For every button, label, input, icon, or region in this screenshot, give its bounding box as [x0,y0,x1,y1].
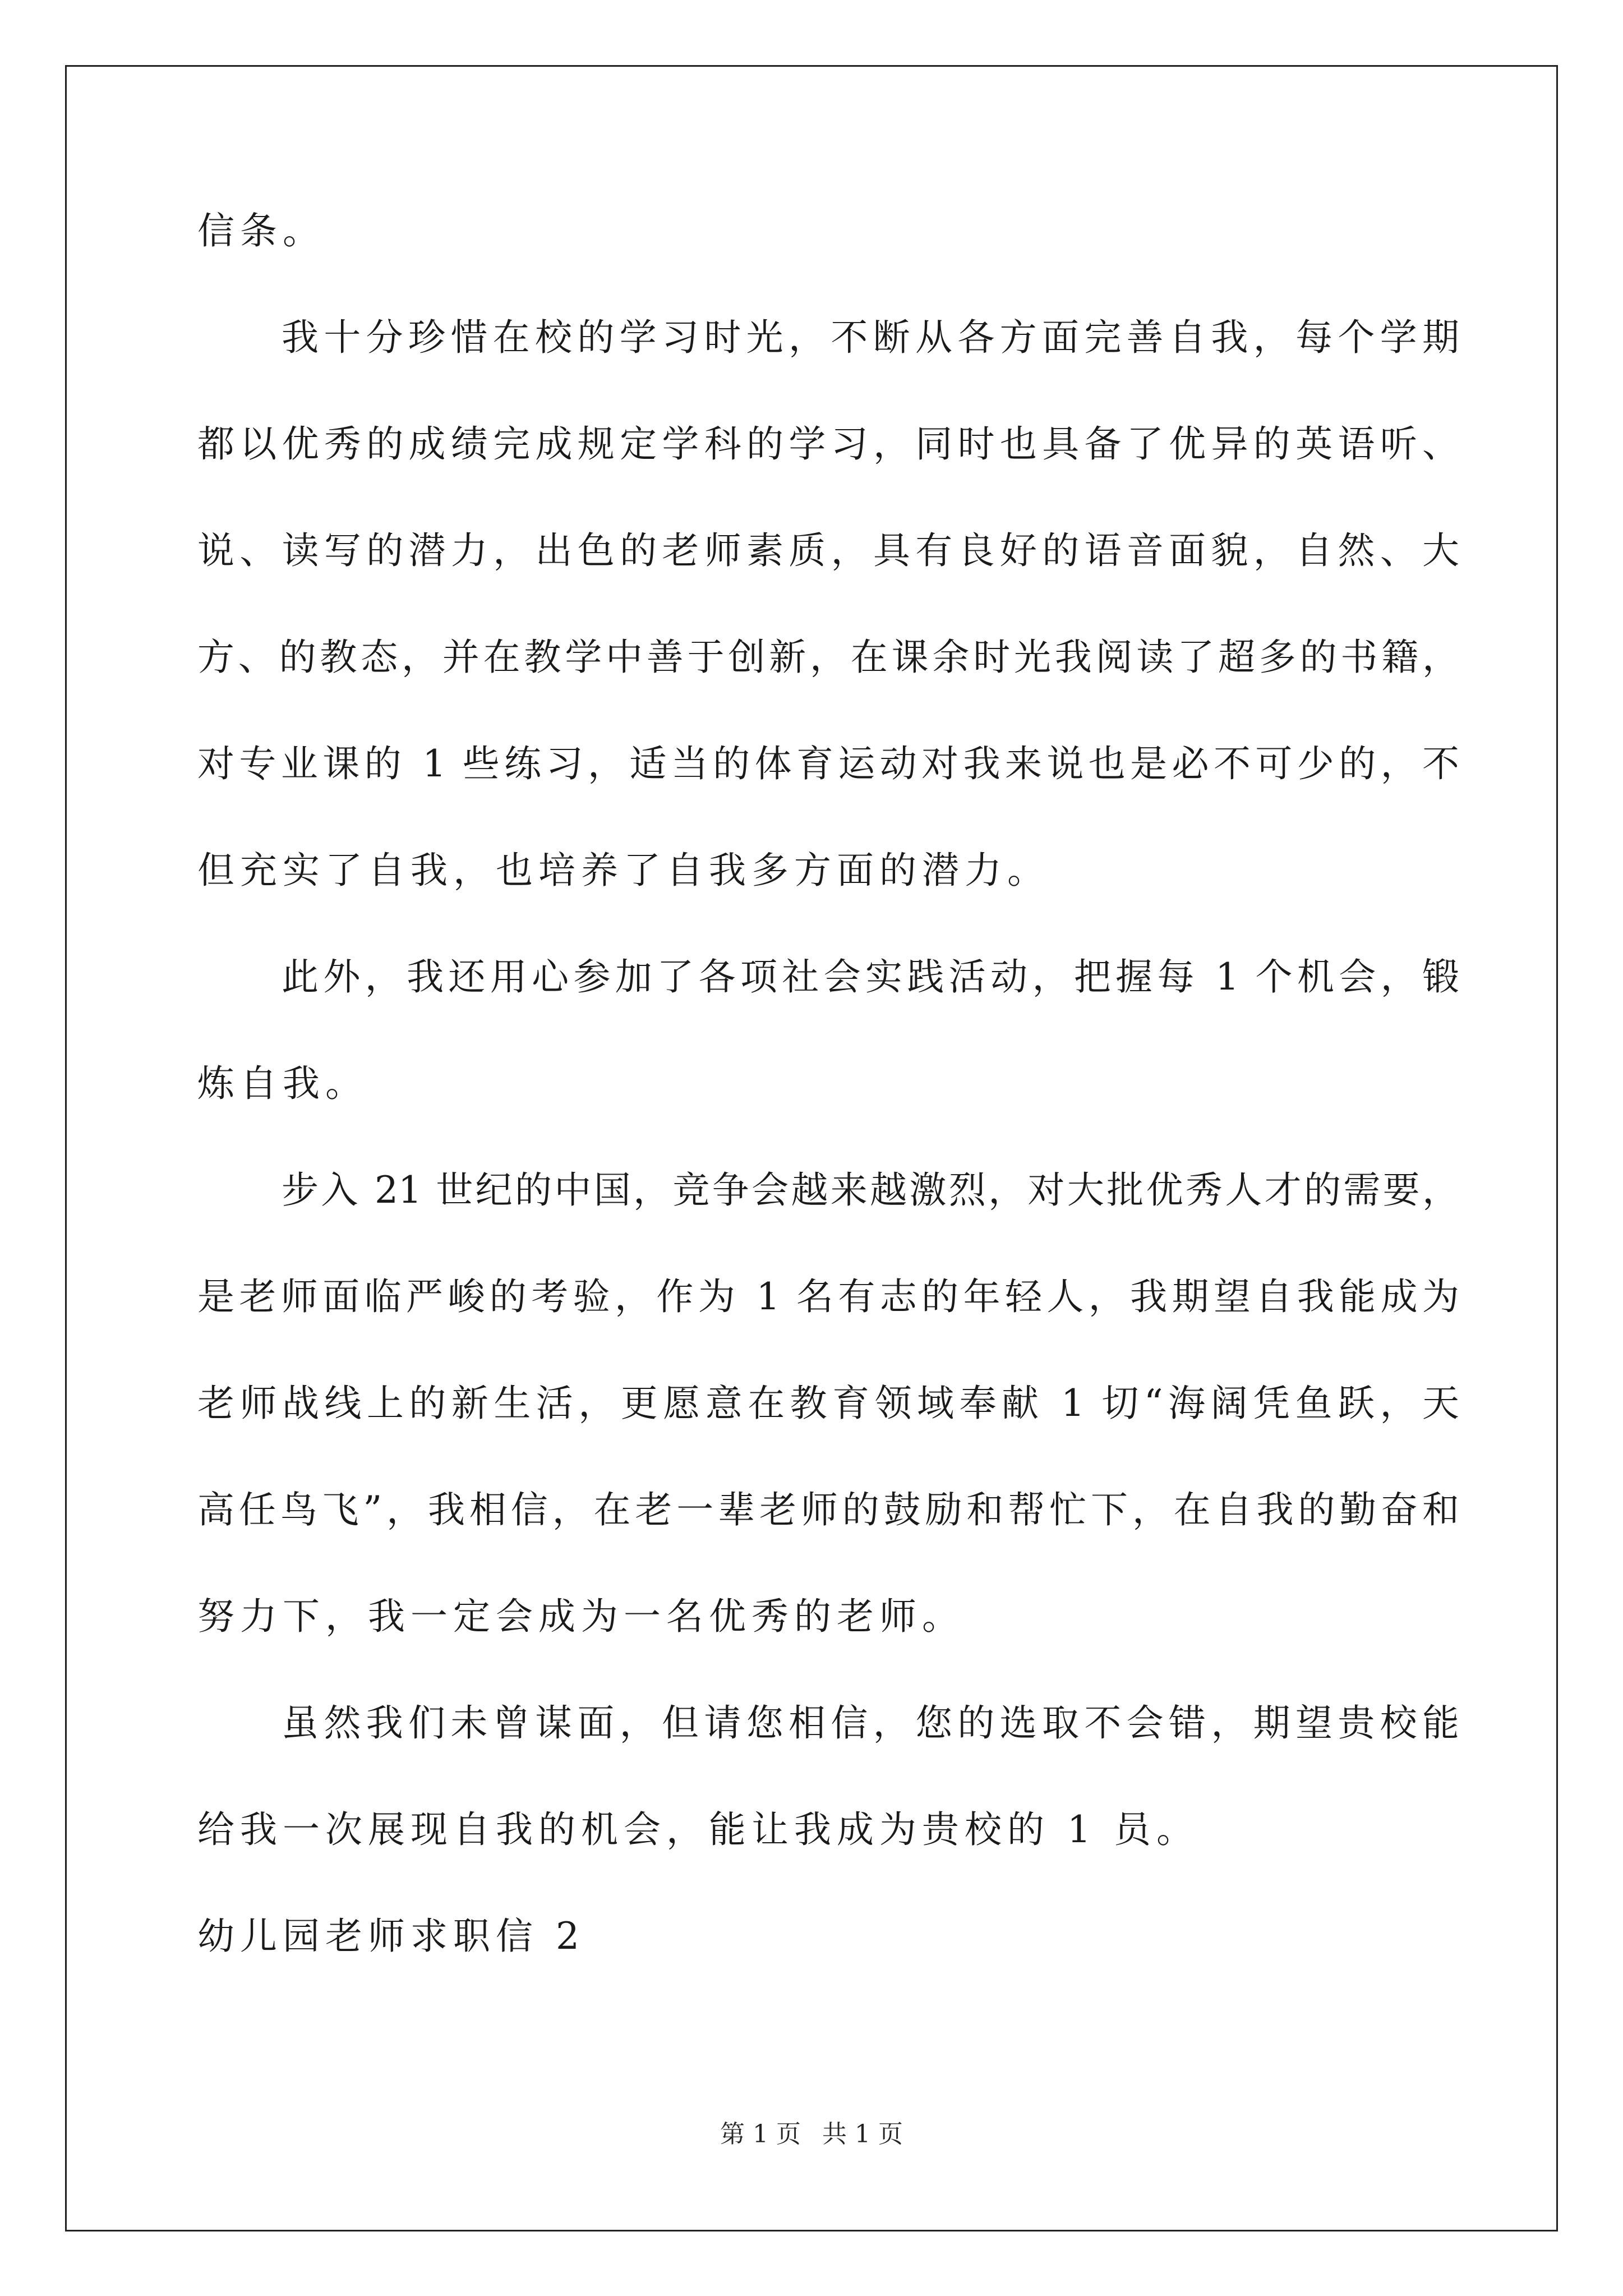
text-line: 炼自我。 [197,1062,368,1105]
text-line: 是老师面临严峻的考验，作为 1 名有志的年轻人，我期望自我能成为 [197,1275,1459,1318]
text-line: 此外，我还用心参加了各项社会实践活动，把握每 1 个机会，锻 [282,955,1459,999]
text-line: 但充实了自我，也培养了自我多方面的潜力。 [197,849,1050,892]
text-line: 说、读写的潜力，出色的老师素质，具有良好的语音面貌，自然、大 [197,529,1459,572]
page-number: 第 1 页 [720,2120,801,2148]
text-line: 步入 21 世纪的中国，竞争会越来越激烈，对大批优秀人才的需要， [282,1168,1459,1212]
text-line: 都以优秀的成绩完成规定学科的学习，同时也具备了优异的英语听、 [197,422,1459,466]
section-heading: 幼儿园老师求职信 2 [197,1915,585,1958]
page-total: 共 1 页 [822,2120,903,2148]
text-line: 老师战线上的新生活，更愿意在教育领域奉献 1 切“海阔凭鱼跃，天 [197,1382,1459,1425]
text-line: 我十分珍惜在校的学习时光，不断从各方面完善自我，每个学期 [282,316,1459,359]
page-footer [0,2114,1623,2150]
text-line: 方、的教态，并在教学中善于创新，在课余时光我阅读了超多的书籍， [197,636,1459,679]
text-line: 高任鸟飞”，我相信，在老一辈老师的鼓励和帮忙下，在自我的勤奋和 [197,1488,1459,1531]
text-line: 信条。 [197,209,325,252]
text-line: 虽然我们未曾谋面，但请您相信，您的选取不会错，期望贵校能 [282,1701,1459,1745]
text-line: 给我一次展现自我的机会，能让我成为贵校的 1 员。 [197,1808,1199,1851]
text-line: 对专业课的 1 些练习，适当的体育运动对我来说也是必不可少的，不 [197,742,1459,785]
text-line: 努力下，我一定会成为一名优秀的老师。 [197,1595,965,1638]
